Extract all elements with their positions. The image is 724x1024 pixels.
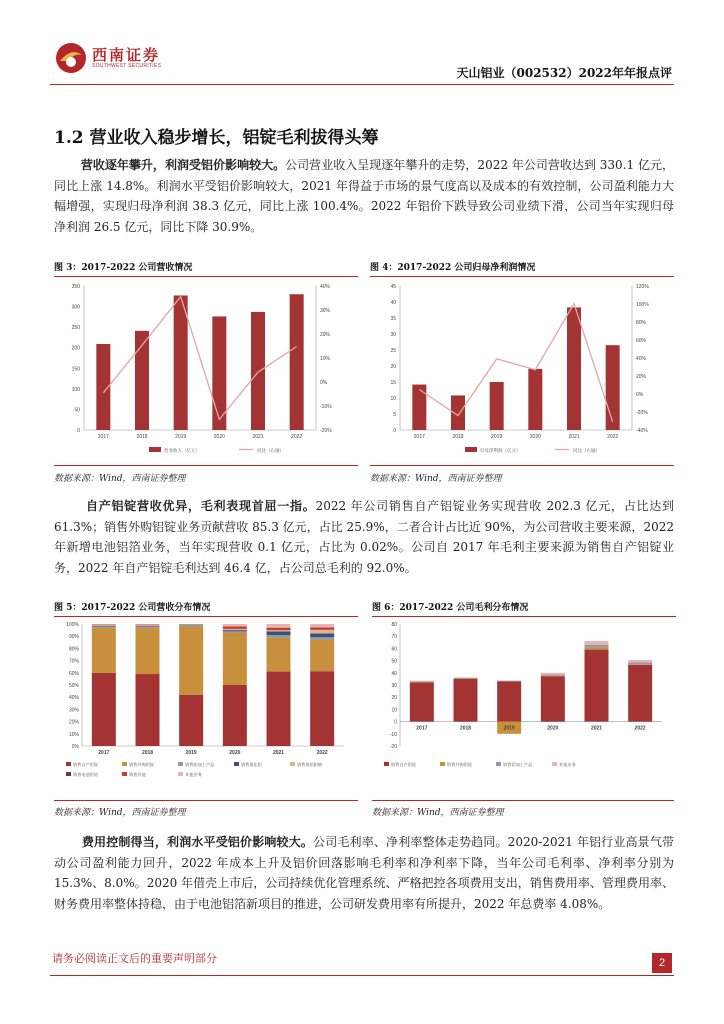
bar-segment xyxy=(179,625,203,626)
report-title: 天山铝业（002532）2022年年报点评 xyxy=(456,66,672,80)
y2-tick-label: 30% xyxy=(320,308,331,314)
y-tick-label: 70 xyxy=(391,634,397,641)
legend-swatch xyxy=(496,762,501,766)
x-tick-label: 2020 xyxy=(547,725,559,732)
paragraph-body: 公司营业收入呈现逐年攀升的走势，2022 年公司营收达到 330.1 亿元，同比上涨 14.8%。利润水平受铝价影响较大，2021 年得益于市场的景气度高以及成本的有效控制，公司盈利能力大幅增强，实现归母净利润 38.3 亿元，同比上涨 100.4%。2022 年铝价下跌导致公司业绩下滑，公司当年实现归母净利润 26.5 亿元，同比下降 30.9%。 xyxy=(54,158,674,234)
fig3-source: 数据来源：Wind，西南证券整理 xyxy=(54,474,186,484)
x-tick-label: 2018 xyxy=(459,725,472,732)
paragraph-body: 公司毛利率、净利率整体走势趋同。2020-2021 年铝行业高景气带动公司盈利能力回升，2022 年成本上升及铝价回落影响毛利率和净利率下降，当年公司毛利率、净利率分别为 15.3%、8.0%。2020 年借壳上市后，公司持续优化管理系统、严格把控各项费用支出，销售费用率、管理费用率、财务费用率整体持稳，由于电池铝箔新项目的推进，公司研发费用率有所提升，2022 年总费率 4.08%。 xyxy=(54,835,674,911)
y-tick-label: 10 xyxy=(391,707,397,714)
legend-label: 销售自产铝锭 xyxy=(73,762,99,767)
paragraph-lead: 费用控制得当，利润水平受铝价影响较大。 xyxy=(81,835,314,849)
paragraph-lead: 自产铝锭营收优异，毛利表现首屈一指。 xyxy=(85,499,316,513)
bar xyxy=(290,294,304,430)
bar-segment xyxy=(136,628,160,674)
y-tick-label: 0 xyxy=(394,719,397,726)
bar-segment xyxy=(585,641,609,645)
y2-tick-label: 60% xyxy=(636,338,647,344)
page-number: 2 xyxy=(652,953,672,973)
y-tick-label: 250 xyxy=(71,325,80,332)
legend-label: 销售铝加工产品 xyxy=(185,762,215,767)
bar-segment xyxy=(223,629,247,630)
bar-segment xyxy=(92,625,116,626)
y2-tick-label: 40% xyxy=(320,284,331,290)
bar-segment xyxy=(136,674,160,746)
legend-label: 销售自产铝锭 xyxy=(391,762,417,767)
x-tick-label: 2021 xyxy=(568,434,580,440)
bar-segment xyxy=(179,625,203,626)
bar-segment xyxy=(267,628,291,630)
legend-swatch xyxy=(66,762,71,766)
fig6-source: 数据来源：Wind，西南证券整理 xyxy=(372,808,504,818)
y2-tick-label: -20% xyxy=(320,428,332,434)
paragraph-body: 2022 年公司销售自产铝锭业务实现营收 202.3 亿元，占比达到 61.3%；销售外购铝锭业务贡献营收 85.3 亿元，占比 25.9%，二者合计占比近 90%，为公司营收主要来源，2022 年新增电池铝箔业务，当年实现营收 0.1 亿元，占比为 0.02%。公司自 2017 年毛利主要来源为销售自产铝锭业务，2022 年自产铝锭毛利达到 46.4 亿，占公司总毛利的 92.0%。 xyxy=(54,499,674,575)
bar-segment xyxy=(136,625,160,626)
x-tick-label: 2022 xyxy=(291,434,303,440)
bar-segment xyxy=(92,626,116,627)
bar-segment xyxy=(310,671,334,746)
legend-swatch xyxy=(178,772,183,776)
legend-swatch xyxy=(552,762,557,766)
y-tick-label: 50% xyxy=(68,683,79,689)
bar-segment xyxy=(310,640,334,672)
bar-segment xyxy=(223,631,247,632)
bar xyxy=(174,295,188,430)
legend-label: 销售铝加工产品 xyxy=(503,762,533,767)
fig5-source: 数据来源：Wind，西南证券整理 xyxy=(54,808,186,818)
series-line xyxy=(103,297,296,420)
bar-segment xyxy=(454,678,478,679)
y-tick-label: 30% xyxy=(68,707,79,714)
bar-segment xyxy=(223,633,247,685)
y2-tick-label: -20% xyxy=(636,410,648,416)
y-tick-label: 40 xyxy=(390,300,396,306)
bar-segment xyxy=(497,681,521,721)
fig6-chart xyxy=(372,618,674,796)
y2-tick-label: 120% xyxy=(636,284,649,290)
y2-tick-label: 80% xyxy=(636,320,647,326)
bar xyxy=(567,307,581,430)
legend-label: 销售氧化铝 xyxy=(241,762,262,767)
y-tick-label: -20 xyxy=(389,744,397,750)
paragraph-costs xyxy=(54,832,674,914)
y-tick-label: 350 xyxy=(71,284,80,290)
legend-swatch xyxy=(290,762,295,766)
y-tick-label: 200 xyxy=(71,345,80,352)
y-tick-label: 70% xyxy=(68,658,79,665)
y-tick-label: 40% xyxy=(68,695,79,702)
x-tick-label: 2019 xyxy=(185,750,197,756)
y-tick-label: 10% xyxy=(68,731,79,738)
legend-label: 销售外购铝锭 xyxy=(447,762,473,767)
x-tick-label: 2022 xyxy=(607,434,619,440)
section-title: 1.2 营业收入稳步增长，铝锭毛利拔得头筹 xyxy=(54,128,379,148)
legend-label: 营业收入（亿元） xyxy=(164,448,200,453)
y-tick-label: 0% xyxy=(71,744,79,750)
bar-segment xyxy=(628,664,652,665)
y2-tick-label: -10% xyxy=(320,404,332,410)
y-tick-label: 100 xyxy=(71,386,80,393)
x-tick-label: 2021 xyxy=(590,725,603,732)
y2-tick-label: 0% xyxy=(320,380,328,386)
bar-segment xyxy=(310,630,334,634)
bar-segment xyxy=(92,673,116,746)
y-tick-label: 30 xyxy=(391,683,397,689)
y-tick-label: 150 xyxy=(71,366,80,373)
y2-tick-label: 20% xyxy=(636,374,647,380)
y-tick-label: 25 xyxy=(390,348,396,354)
bar-segment xyxy=(179,626,203,694)
legend-label: 销售预焙阳极 xyxy=(297,762,323,767)
bar-segment xyxy=(223,630,247,631)
bar-segment xyxy=(92,625,116,626)
y2-tick-label: 0% xyxy=(636,392,644,398)
bar-segment xyxy=(410,683,434,722)
paragraph-lead: 营收逐年攀升，利润受铝价影响较大。 xyxy=(80,158,286,172)
y-tick-label: 90% xyxy=(68,634,79,641)
bar-segment xyxy=(179,624,203,625)
bar-segment xyxy=(541,676,565,721)
y-tick-label: 0 xyxy=(393,428,396,434)
bar xyxy=(528,369,542,430)
fig3-title: 图 3：2017-2022 公司营收情况 xyxy=(54,260,358,277)
legend-swatch xyxy=(384,762,389,766)
y-tick-label: 100% xyxy=(66,622,79,628)
legend-label: 销售外购铝锭 xyxy=(129,762,155,767)
y-tick-label: 60% xyxy=(68,670,79,677)
bar-segment xyxy=(92,626,116,627)
paragraph-revenue xyxy=(54,155,674,237)
y-tick-label: 30 xyxy=(390,332,396,338)
fig6-title: 图 6：2017-2022 公司毛利分布情况 xyxy=(372,600,676,617)
y-tick-label: 40 xyxy=(391,670,397,677)
bar-segment xyxy=(267,631,291,635)
bar-segment xyxy=(267,635,291,637)
bar-segment xyxy=(310,627,334,629)
x-tick-label: 2018 xyxy=(136,434,148,440)
x-tick-label: 2020 xyxy=(213,434,225,440)
legend-swatch xyxy=(178,762,183,766)
bar-segment xyxy=(410,681,434,682)
fig3-chart xyxy=(54,278,358,458)
fig5-chart xyxy=(54,618,358,796)
fig5-title: 图 5：2017-2022 公司营收分布情况 xyxy=(54,600,358,617)
y-tick-label: 20 xyxy=(391,695,397,702)
y-tick-label: 300 xyxy=(71,304,80,311)
x-tick-label: 2019 xyxy=(503,725,515,732)
bar-segment xyxy=(497,681,521,682)
y2-tick-label: 100% xyxy=(636,302,649,308)
x-tick-label: 2017 xyxy=(416,725,428,732)
x-tick-label: 2021 xyxy=(272,750,285,756)
bar-segment xyxy=(410,682,434,683)
bar-segment xyxy=(541,675,565,676)
x-tick-label: 2017 xyxy=(97,434,109,440)
bar-segment xyxy=(628,665,652,722)
x-tick-label: 2018 xyxy=(141,750,154,756)
legend-swatch xyxy=(122,762,127,766)
bar xyxy=(251,312,265,430)
y-tick-label: 50 xyxy=(391,658,397,665)
y-tick-label: 80 xyxy=(391,622,397,628)
legend-swatch xyxy=(440,762,445,766)
y-tick-label: 20 xyxy=(390,364,396,370)
bar-segment xyxy=(136,624,160,625)
source-rule xyxy=(372,800,674,801)
legend-label: 归母净利润（亿元） xyxy=(480,448,521,453)
brand-name: 西南证券 xyxy=(92,46,161,64)
legend-swatch xyxy=(149,447,161,452)
source-rule xyxy=(54,465,358,466)
y2-tick-label: -40% xyxy=(636,428,648,434)
bar-segment xyxy=(267,624,291,628)
source-rule xyxy=(370,465,674,466)
bar-segment xyxy=(92,624,116,625)
bar-segment xyxy=(541,673,565,675)
bar-segment xyxy=(136,625,160,626)
x-tick-label: 2020 xyxy=(229,750,241,756)
legend-swatch xyxy=(465,447,477,452)
legend-label: 其他业务 xyxy=(185,772,202,777)
x-tick-label: 2017 xyxy=(98,750,110,756)
x-tick-label: 2021 xyxy=(252,434,264,440)
bar-segment xyxy=(310,634,334,638)
bar xyxy=(490,382,504,430)
source-rule xyxy=(54,800,358,801)
y-tick-label: 5 xyxy=(393,412,396,418)
x-tick-label: 2017 xyxy=(413,434,425,440)
bar-segment xyxy=(179,695,203,746)
x-tick-label: 2020 xyxy=(529,434,541,440)
paragraph-segments xyxy=(54,496,674,578)
bar-segment xyxy=(267,637,291,671)
bar-segment xyxy=(267,672,291,746)
y-tick-label: 20% xyxy=(68,719,79,726)
x-tick-label: 2022 xyxy=(634,725,646,732)
legend-label: 同比（右轴） xyxy=(257,448,284,453)
logo-icon xyxy=(54,41,88,75)
bar-segment xyxy=(223,624,247,626)
legend-swatch xyxy=(66,772,71,776)
bar-segment xyxy=(136,626,160,627)
legend-swatch xyxy=(234,762,239,766)
bar-segment xyxy=(92,628,116,673)
bar xyxy=(412,385,426,430)
bar-segment xyxy=(628,662,652,664)
y2-tick-label: 10% xyxy=(320,356,331,362)
bar-segment xyxy=(267,630,291,631)
bar xyxy=(606,345,620,430)
y2-tick-label: 40% xyxy=(636,356,647,362)
x-tick-label: 2019 xyxy=(175,434,187,440)
footer-rule xyxy=(50,975,674,976)
footer-disclaimer: 请务必阅读正文后的重要声明部分 xyxy=(52,952,217,965)
bar-segment xyxy=(585,645,609,647)
x-tick-label: 2018 xyxy=(452,434,464,440)
y-tick-label: 35 xyxy=(390,316,396,322)
y-tick-label: 0 xyxy=(77,428,80,434)
legend-label: 销售电池铝箔 xyxy=(73,772,99,777)
brand-name-en: SOUTHWEST SECURITIES xyxy=(92,63,162,69)
y-tick-label: 15 xyxy=(390,380,396,386)
series-line xyxy=(419,304,612,422)
y2-tick-label: 20% xyxy=(320,332,331,338)
bar-segment xyxy=(223,685,247,746)
y-tick-label: 50 xyxy=(74,407,80,414)
fig4-title: 图 4：2017-2022 公司归母净利润情况 xyxy=(370,260,674,277)
y-tick-label: 80% xyxy=(68,646,79,653)
bar-segment xyxy=(541,676,565,677)
bar-segment xyxy=(310,624,334,627)
fig4-chart xyxy=(370,278,674,458)
legend-label: 销售其他 xyxy=(129,772,146,777)
legend-swatch xyxy=(122,772,127,776)
x-tick-label: 2022 xyxy=(316,750,328,756)
legend-label: 同比（右轴） xyxy=(573,448,600,453)
bar-segment xyxy=(410,681,434,682)
bar-segment xyxy=(454,677,478,678)
fig4-source: 数据来源：Wind，西南证券整理 xyxy=(370,474,502,484)
header-rule xyxy=(50,84,674,85)
y-tick-label: 60 xyxy=(391,646,397,653)
y-tick-label: -10 xyxy=(389,731,397,738)
bar-segment xyxy=(585,650,609,722)
bar-segment xyxy=(454,679,478,722)
y-tick-label: 45 xyxy=(390,284,396,290)
bar-segment xyxy=(136,626,160,627)
bar-segment xyxy=(585,647,609,649)
bar-segment xyxy=(223,626,247,628)
bar-segment xyxy=(628,660,652,662)
legend-label: 其他业务 xyxy=(559,762,576,767)
bar-segment xyxy=(310,637,334,639)
y-tick-label: 10 xyxy=(390,396,396,402)
x-tick-label: 2019 xyxy=(491,434,503,440)
